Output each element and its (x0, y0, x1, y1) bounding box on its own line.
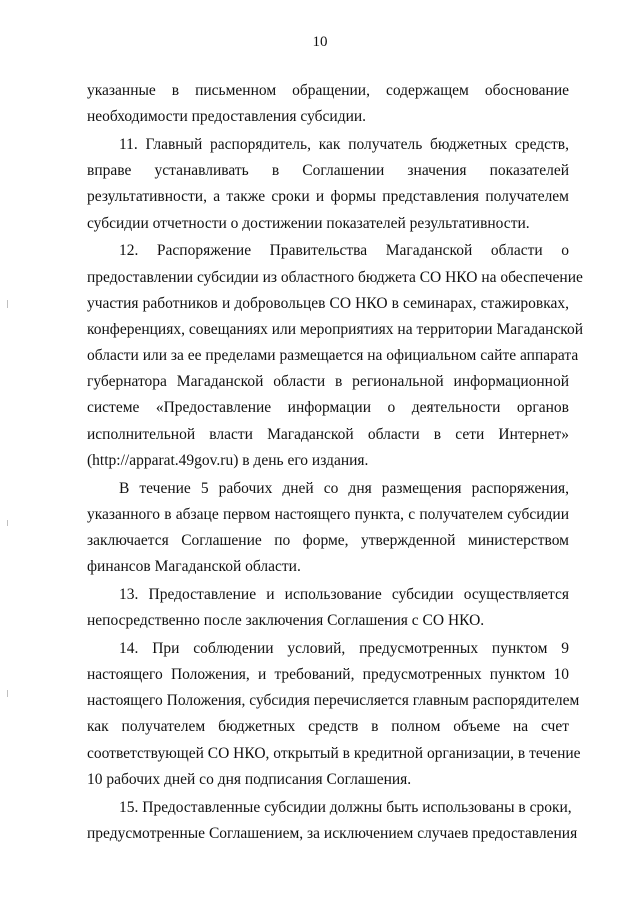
scan-edge-mark (7, 520, 8, 526)
text-line: участия работников и добровольцев СО НКО в семинарах, стажировках, (87, 294, 569, 312)
text-line: 14. При соблюдении условий, предусмотренных пунктом 9 (119, 639, 569, 657)
text-line: субсидии отчетности о достижении показателей результативности. (87, 214, 530, 232)
text-line: исполнительной власти Магаданской области в сети Интернет» (87, 425, 569, 443)
text-line: вправе устанавливать в Соглашении значения показателей (87, 162, 569, 180)
text-line: результативности, а также сроки и формы представления получателем (87, 188, 569, 206)
text-line: настоящего Положения, субсидия перечисляется главным распорядителем (87, 692, 580, 710)
text-line: 12. Распоряжение Правительства Магаданской области о (119, 242, 569, 260)
text-line: губернатора Магаданской области в региональной информационной (87, 373, 569, 391)
text-line: соответствующей СО НКО, открытый в кредитной организации, в течение (87, 744, 581, 762)
text-line: предусмотренные Соглашением, за исключением случаев предоставления (87, 824, 578, 842)
text-line: заключается Соглашение по форме, утвержденной министерством (87, 531, 569, 549)
text-line: непосредственно после заключения Соглашения с СО НКО. (87, 612, 485, 630)
page-number: 10 (312, 34, 328, 50)
text-line: области или за ее пределами размещается на официальном сайте аппарата (87, 347, 579, 365)
text-line: В течение 5 рабочих дней со дня размещения распоряжения, (119, 479, 569, 497)
text-line: 11. Главный распорядитель, как получатель бюджетных средств, (119, 135, 569, 153)
scan-edge-mark (7, 690, 8, 697)
scan-edge-mark (7, 300, 8, 308)
text-line: 13. Предоставление и использование субсидии осуществляется (119, 585, 569, 603)
text-line: необходимости предоставления субсидии. (87, 108, 367, 126)
text-line: системе «Предоставление информации о деятельности органов (87, 399, 569, 417)
text-line: финансов Магаданской области. (87, 558, 301, 576)
document-body (87, 78, 584, 847)
text-line: указанные в письменном обращении, содержащем обоснование (87, 82, 569, 99)
text-line: предоставлении субсидии из областного бюджета СО НКО на обеспечение (87, 268, 583, 286)
text-line: настоящего Положения, и требований, предусмотренных пунктом 10 (87, 666, 569, 684)
text-line: 10 рабочих дней со дня подписания Соглашения. (87, 770, 412, 788)
text-line: (http://apparat.49gov.ru) в день его издания. (87, 451, 369, 469)
text-line: указанного в абзаце первом настоящего пункта, с получателем субсидии (87, 505, 569, 523)
text-line: 15. Предоставленные субсидии должны быть использованы в сроки, (119, 798, 572, 816)
text-line: конференциях, совещаниях или мероприятиях на территории Магаданской (87, 320, 584, 338)
text-line: как получателем бюджетных средств в полном объеме на счет (87, 718, 569, 736)
